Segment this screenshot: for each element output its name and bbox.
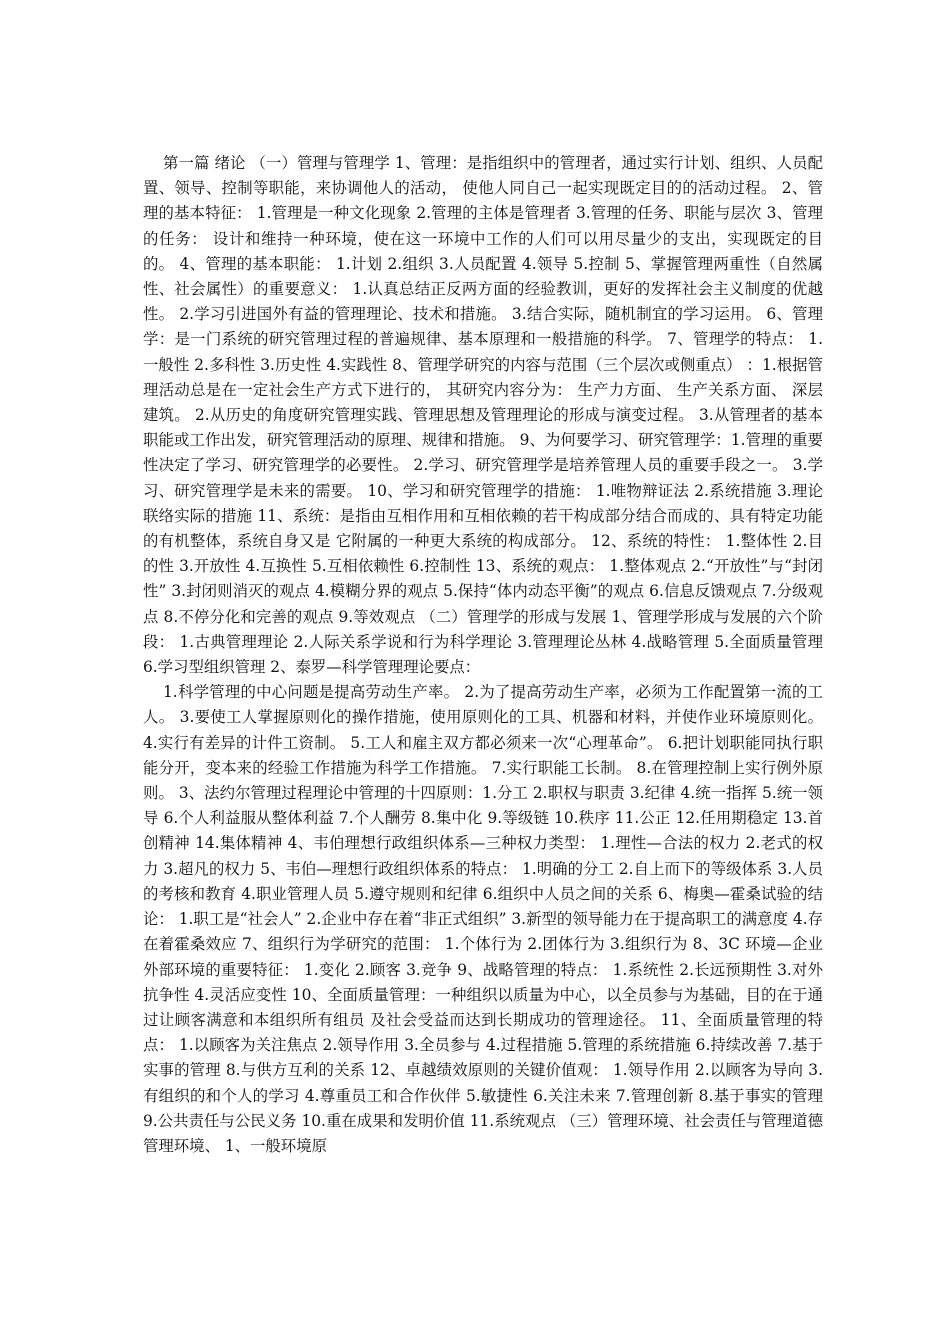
body-text — [143, 151, 823, 1159]
paragraph-2: 1.科学管理的中心问题是提高劳动生产率。 2.为了提高劳动生产率，必须为工作配置第一流的工人。 3.要使工人掌握原则化的操作措施，使用原则化的工具、机器和材料，并使作业环境原则化。 4.实行有差异的计件工资制。 5.工人和雇主双方都必须来一次“心理革命”。 6.把计划职能同执行职能分开，变本来的经验工作措施为科学工作措施。 7.实行职能工长制。 8.在管理控制上实行例外原则。 3、法约尔管理过程理论中管理的十四原则：1.分工 2.职权与职责 3.纪律 4.统一指挥 5.统一领导 6.个人利益服从整体利益 7.个人酬劳 8.集中化 9.等级链 10.秩序 11.公正 12.任用期稳定 13.首创精神 14.集体精神 4、韦伯理想行政组织体系—三种权力类型： 1.理性—合法的权力 2.老式的权力 3.超凡的权力 5、韦伯—理想行政组织体系的特点： 1.明确的分工 2.自上而下的等级体系 3.人员的考核和教育 4.职业管理人员 5.遵守规则和纪律 6.组织中人员之间的关系 6、梅奥—霍桑试验的结论： 1.职工是“社会人” 2.企业中存在着“非正式组织” 3.新型的领导能力在于提高职工的满意度 4.存在着霍桑效应 7、组织行为学研究的范围： 1.个体行为 2.团体行为 3.组织行为 8、3C 环境—企业外部环境的重要特征： 1.变化 2.顾客 3.竞争 9、战略管理的特点： 1.系统性 2.长远预期性 3.对外抗争性 4.灵活应变性 10、全面质量管理：一种组织以质量为中心，以全员参与为基础，目的在于通过让顾客满意和本组织所有组员 及社会受益而达到长期成功的管理途径。 11、全面质量管理的特点： 1.以顾客为关注焦点 2.领导作用 3.全员参与 4.过程措施 5.管理的系统措施 6.持续改善 7.基于实事的管理 8.与供方互利的关系 12、卓越绩效原则的关键价值观： 1.领导作用 2.以顾客为导向 3.有组织的和个人的学习 4.尊重员工和合作伙伴 5.敏捷性 6.关注未来 7.管理创新 8.基于事实的管理 9.公共责任与公民义务 10.重在成果和发明价值 11.系统观点 （三）管理环境、社会责任与管理道德 管理环境、 1、一般环境原 — [143, 683, 823, 1155]
paragraph-1: 第一篇 绪论 （一）管理与管理学 1、管理：是指组织中的管理者，通过实行计划、组织、人员配置、领导、控制等职能，来协调他人的活动， 使他人同自己一起实现既定目的的活动过程。 2、管理的基本特征： 1.管理是一种文化现象 2.管理的主体是管理者 3.管理的任务、职能与层次 3、管理的任务： 设计和维持一种环境，使在这一环境中工作的人们可以用尽量少的支出，实现既定的目的。 4、管理的基本职能： 1.计划 2.组织 3.人员配置 4.领导 5.控制 5、掌握管理两重性（自然属性、社会属性）的重要意义： 1.认真总结正反两方面的经验教训，更好的发挥社会主义制度的优越性。 2.学习引进国外有益的管理理论、技术和措施。 3.结合实际，随机制宜的学习运用。 6、管理学：是一门系统的研究管理过程的普遍规律、基本原理和一般措施的科学。 7、管理学的特点： 1.一般性 2.多科性 3.历史性 4.实践性 8、管理学研究的内容与范围（三个层次或侧重点） ：1.根据管理活动总是在一定社会生产方式下进行的， 其研究内容分为： 生产力方面、 生产关系方面、 深层建筑。 2.从历史的角度研究管理实践、管理思想及管理理论的形成与演变过程。 3.从管理者的基本职能或工作出发，研究管理活动的原理、规律和措施。 9、为何要学习、研究管理学：1.管理的重要性决定了学习、研究管理学的必要性。 2.学习、研究管理学是培养管理人员的重要手段之一。 3.学习、研究管理学是未来的需要。 10、学习和研究管理学的措施： 1.唯物辩证法 2.系统措施 3.理论联络实际的措施 11、系统：是指由互相作用和互相依赖的若干构成部分结合而成的、具有特定功能的有机整体，系统自身又是 它附属的一种更大系统的构成部分。 12、系统的特性： 1.整体性 2.目的性 3.开放性 4.互换性 5.互相依赖性 6.控制性 13、系统的观点： 1.整体观点 2.“开放性”与“封闭性” 3.封闭则消灭的观点 4.模糊分界的观点 5.保持“体内动态平衡”的观点 6.信息反馈观点 7.分级观点 8.不停分化和完善的观点 9.等效观点 （二）管理学的形成与发展 1、管理学形成与发展的六个阶段： 1.古典管理理论 2.人际关系学说和行为科学理论 3.管理理论丛林 4.战略管理 5.全面质量管理 6.学习型组织管理 2、泰罗—科学管理理论要点： — [143, 154, 823, 677]
